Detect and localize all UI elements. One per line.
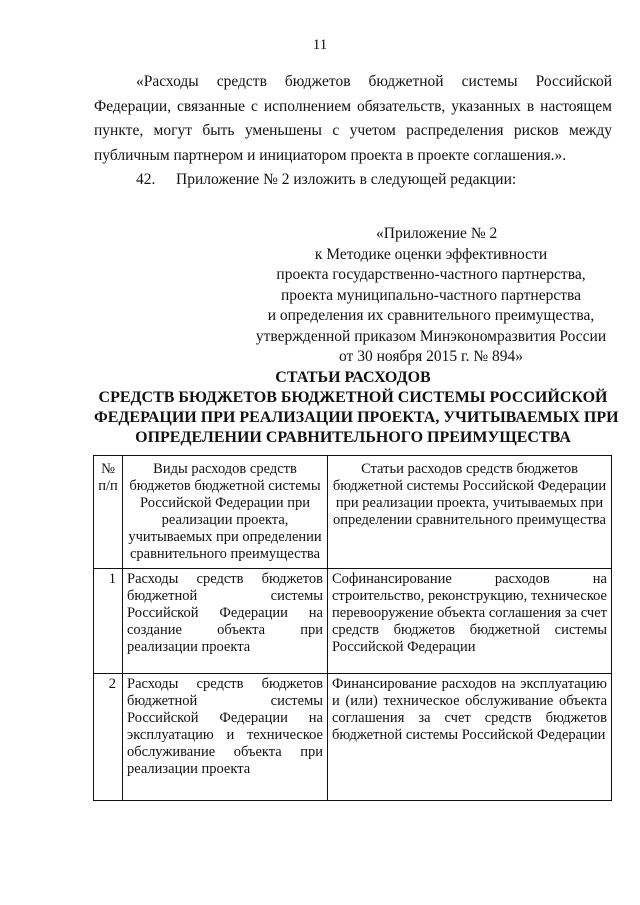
section-title-line: СРЕДСТВ БЮДЖЕТОВ БЮДЖЕТНОЙ СИСТЕМЫ РОССИЙСКОЙ	[98, 389, 608, 406]
appendix-header-line: от 30 ноября 2015 г. № 894»	[339, 348, 523, 365]
appendix-header	[250, 224, 612, 368]
table-row	[94, 674, 612, 801]
page-number: 11	[312, 37, 328, 53]
header-expense-kind: Виды расходов средств бюджетов бюджетной системы Российской Федерации при реализации проекта, учитываемых при определении сравнительного преимущества	[123, 456, 328, 569]
row-expense-items: Финансирование расходов на эксплуатацию и (или) техническое обслуживание объекта соглашения за счет средств бюджетов бюджетной системы Российской Федерации	[328, 674, 612, 801]
header-number: № п/п	[94, 456, 123, 569]
row-number: 1	[94, 569, 123, 674]
appendix-header-line: утвержденной приказом Минэкономразвития России	[255, 327, 607, 345]
section-title-line: СТАТЬИ РАСХОДОВ	[275, 369, 431, 386]
list-item-text: Приложение № 2 изложить в следующей редакции:	[176, 171, 517, 188]
budget-expenses-table	[93, 455, 612, 801]
appendix-header-line: проекта муниципально-частного партнерства	[280, 286, 581, 304]
section-title-line: ОПРЕДЕЛЕНИИ СРАВНИТЕЛЬНОГО ПРЕИМУЩЕСТВА	[135, 429, 571, 446]
list-item-number: 42.	[136, 171, 156, 188]
appendix-header-line: «Приложение № 2	[376, 225, 498, 242]
list-item-42	[136, 171, 516, 189]
appendix-header-line: проекта государственно-частного партнерства,	[276, 266, 586, 283]
appendix-header-line: к Методике оценки эффективности	[314, 245, 548, 263]
row-expense-kind: Расходы средств бюджетов бюджетной системы Российской Федерации на эксплуатацию и техническое обслуживание объекта при реализации проекта	[123, 674, 328, 801]
table-row	[94, 569, 612, 674]
paragraph-budget-expenses: «Расходы средств бюджетов бюджетной системы Российской Федерации, связанные с исполнением обязательств, указанных в настоящем пункте, могут быть уменьшены с учетом распределения рисков между публичным партнером и инициатором проекта в проекте соглашения.».	[94, 73, 612, 164]
section-title	[94, 368, 619, 448]
row-number: 2	[94, 674, 123, 801]
row-expense-items: Софинансирование расходов на строительство, реконструкцию, техническое перевооружение объекта соглашения за счет средств бюджетов бюджетной системы Российской Федерации	[328, 569, 612, 674]
table-header-row	[94, 456, 612, 569]
section-title-line: ФЕДЕРАЦИИ ПРИ РЕАЛИЗАЦИИ ПРОЕКТА, УЧИТЫВАЕМЫХ ПРИ	[94, 409, 619, 426]
row-expense-kind: Расходы средств бюджетов бюджетной системы Российской Федерации на создание объекта при реализации проекта	[123, 569, 328, 674]
appendix-header-line: и определения их сравнительного преимущества,	[267, 307, 595, 324]
header-expense-items: Статьи расходов средств бюджетов бюджетной системы Российской Федерации при реализации проекта, учитываемых при определении сравнительного преимущества	[328, 456, 612, 569]
